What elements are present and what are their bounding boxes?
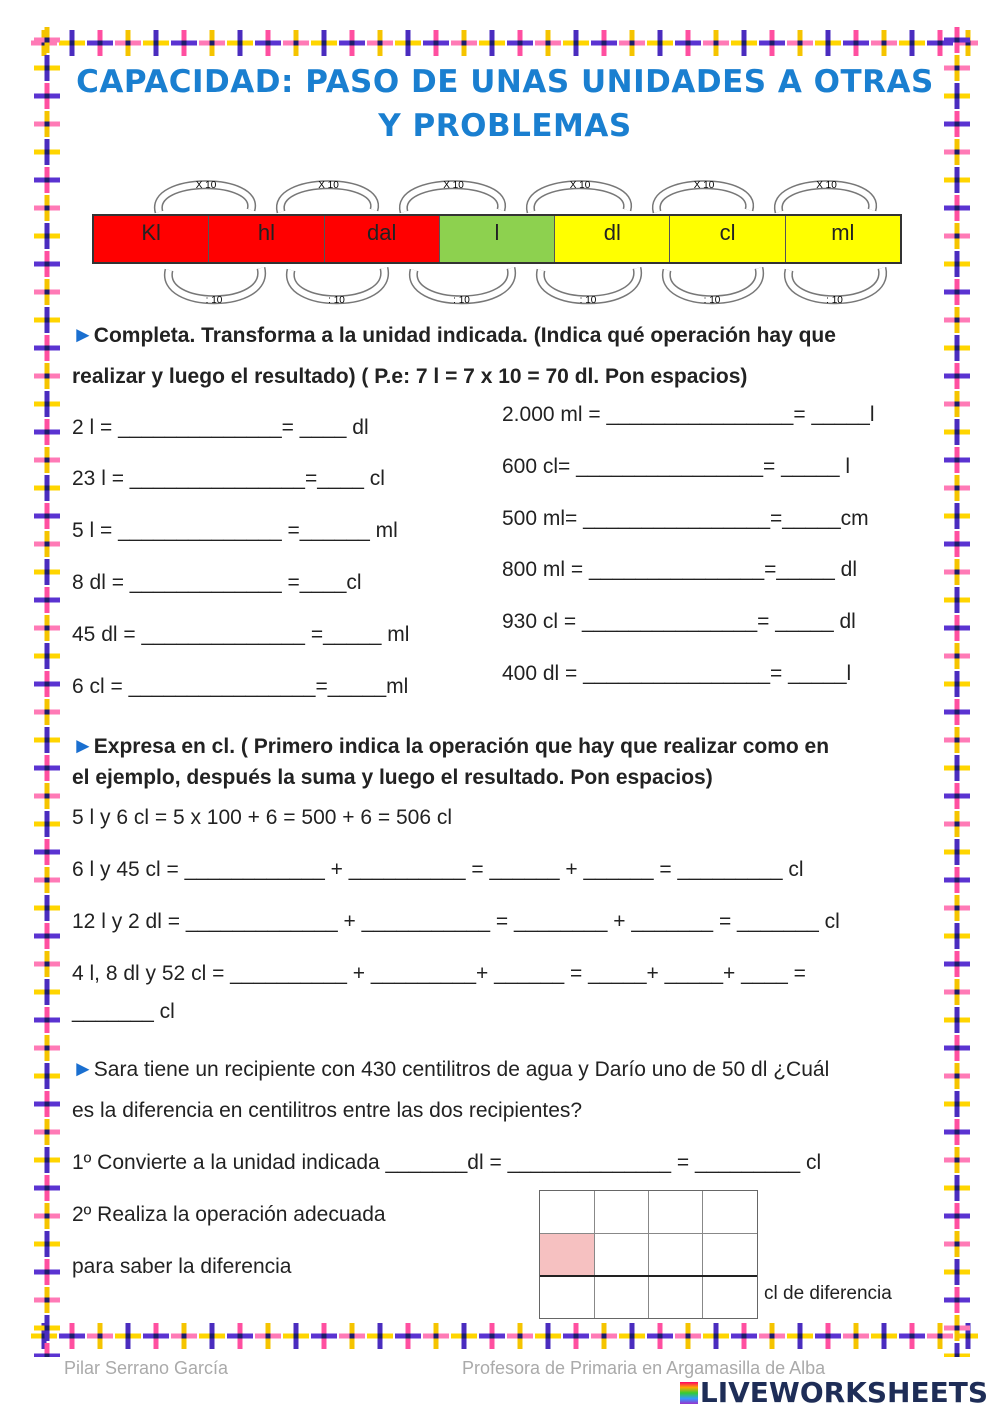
border-cross-icon	[34, 307, 60, 333]
unit-cell-cl: cl	[670, 216, 785, 262]
border-cross-icon	[871, 30, 897, 56]
border-cross-icon	[944, 307, 970, 333]
border-cross-icon	[255, 1323, 281, 1349]
border-cross-icon	[944, 1119, 970, 1145]
border-cross-icon	[944, 419, 970, 445]
divide-label: : 10	[453, 295, 470, 306]
border-cross-icon	[311, 1323, 337, 1349]
title-line-1: CAPACIDAD: PASO DE UNAS UNIDADES A OTRAS	[76, 64, 934, 100]
border-cross-icon	[34, 83, 60, 109]
border-cross-icon	[34, 475, 60, 501]
border-cross-icon	[944, 1315, 970, 1341]
border-cross-icon	[815, 30, 841, 56]
border-cross-icon	[944, 195, 970, 221]
border-top	[26, 22, 978, 64]
border-cross-icon	[944, 923, 970, 949]
border-cross-icon	[34, 111, 60, 137]
border-cross-icon	[34, 1231, 60, 1257]
border-cross-icon	[34, 531, 60, 557]
border-cross-icon	[311, 30, 337, 56]
border-cross-icon	[34, 55, 60, 81]
section2-row-3[interactable]: 4 l, 8 dl y 52 cl = __________ + _________+ ______ = _____+ _____+ ____ =	[72, 962, 806, 985]
border-cross-icon	[944, 1203, 970, 1229]
section1-instruction-1	[72, 322, 836, 348]
divide-label: : 10	[826, 295, 843, 306]
border-cross-icon	[843, 30, 869, 56]
unit-scale	[92, 170, 907, 315]
section1-line-1: Completa. Transforma a la unidad indicada. (Indica qué operación hay que	[93, 324, 836, 347]
border-cross-icon	[479, 1323, 505, 1349]
divide-label: : 10	[328, 295, 345, 306]
border-cross-icon	[171, 30, 197, 56]
border-cross-icon	[563, 30, 589, 56]
border-cross-icon	[944, 475, 970, 501]
border-cross-icon	[34, 167, 60, 193]
border-cross-icon	[34, 1091, 60, 1117]
border-cross-icon	[563, 1323, 589, 1349]
border-cross-icon	[34, 391, 60, 417]
exercise-right-2[interactable]: 600 cl= ________________= _____ l	[502, 455, 850, 478]
grid-line	[648, 1191, 649, 1318]
conversion-arrows	[92, 170, 907, 315]
border-cross-icon	[871, 1323, 897, 1349]
border-cross-icon	[34, 1259, 60, 1285]
footer-author: Pilar Serrano García	[64, 1358, 229, 1378]
border-cross-icon	[115, 30, 141, 56]
border-cross-icon	[143, 1323, 169, 1349]
unit-cell-l: l	[440, 216, 555, 262]
border-cross-icon	[703, 1323, 729, 1349]
border-cross-icon	[34, 251, 60, 277]
border-cross-icon	[34, 1119, 60, 1145]
border-cross-icon	[34, 195, 60, 221]
multiply-label: X 10	[195, 180, 217, 191]
border-cross-icon	[944, 1007, 970, 1033]
section2-instruction-1	[72, 733, 829, 759]
border-cross-icon	[944, 167, 970, 193]
border-cross-icon	[283, 1323, 309, 1349]
border-cross-icon	[944, 699, 970, 725]
border-cross-icon	[34, 1007, 60, 1033]
border-cross-icon	[395, 1323, 421, 1349]
section2-row-2[interactable]: 12 l y 2 dl = _____________ + ___________ = ________ + _______ = _______ cl	[72, 910, 840, 933]
section3-step-2a: 2º Realiza la operación adecuada	[72, 1203, 386, 1226]
border-cross-icon	[34, 1175, 60, 1201]
grid-line	[594, 1191, 595, 1318]
border-cross-icon	[944, 391, 970, 417]
border-cross-icon	[944, 1259, 970, 1285]
border-cross-icon	[944, 811, 970, 837]
unit-cell-ml: ml	[786, 216, 900, 262]
exercise-left-4[interactable]: 8 dl = _____________ =____cl	[72, 571, 362, 594]
border-cross-icon	[731, 1323, 757, 1349]
section2-row-1[interactable]: 6 l y 45 cl = ____________ + __________ = ______ + ______ = _________ cl	[72, 858, 804, 881]
border-bottom	[26, 1315, 978, 1357]
border-cross-icon	[944, 1287, 970, 1313]
border-cross-icon	[423, 1323, 449, 1349]
border-cross-icon	[34, 1343, 60, 1357]
title-line-2: Y PROBLEMAS	[378, 108, 632, 144]
exercise-left-2[interactable]: 23 l = _______________=____ cl	[72, 467, 385, 490]
border-cross-icon	[34, 1315, 60, 1341]
border-cross-icon	[34, 559, 60, 585]
border-cross-icon	[944, 951, 970, 977]
border-cross-icon	[507, 30, 533, 56]
border-cross-icon	[899, 30, 925, 56]
border-cross-icon	[34, 839, 60, 865]
border-cross-icon	[255, 30, 281, 56]
result-label: cl de diferencia	[764, 1283, 892, 1304]
border-cross-icon	[944, 587, 970, 613]
liveworksheets-logo[interactable]	[680, 1376, 988, 1409]
border-cross-icon	[34, 1147, 60, 1173]
section2-example: 5 l y 6 cl = 5 x 100 + 6 = 500 + 6 = 506 cl	[72, 806, 453, 829]
divide-label: : 10	[579, 295, 597, 306]
border-cross-icon	[675, 1323, 701, 1349]
border-cross-icon	[395, 30, 421, 56]
border-cross-icon	[34, 223, 60, 249]
unit-cell-dl: dl	[555, 216, 670, 262]
border-cross-icon	[944, 1063, 970, 1089]
border-cross-icon	[944, 755, 970, 781]
border-cross-icon	[34, 979, 60, 1005]
border-cross-icon	[944, 531, 970, 557]
border-cross-icon	[944, 335, 970, 361]
border-cross-icon	[34, 587, 60, 613]
divide-label: : 10	[703, 295, 721, 306]
grid-line	[702, 1191, 703, 1318]
border-cross-icon	[703, 30, 729, 56]
border-cross-icon	[339, 30, 365, 56]
section2-line-1: Expresa en cl. ( Primero indica la operación que hay que realizar como en	[93, 735, 830, 758]
section3-problem-2: es la diferencia en centilitros entre las dos recipientes?	[72, 1099, 583, 1122]
border-cross-icon	[34, 1035, 60, 1061]
border-cross-icon	[647, 1323, 673, 1349]
border-cross-icon	[944, 839, 970, 865]
subtraction-grid[interactable]	[539, 1190, 758, 1319]
marker-triangle-icon: ►	[72, 322, 94, 347]
border-cross-icon	[34, 139, 60, 165]
subtraction-line	[540, 1275, 757, 1277]
border-cross-icon	[451, 1323, 477, 1349]
border-cross-icon	[34, 1287, 60, 1313]
border-cross-icon	[423, 30, 449, 56]
border-cross-icon	[535, 30, 561, 56]
unit-cell-kl: Kl	[94, 216, 209, 262]
border-cross-icon	[34, 951, 60, 977]
border-cross-icon	[944, 503, 970, 529]
border-cross-icon	[34, 1063, 60, 1089]
border-cross-icon	[944, 643, 970, 669]
border-cross-icon	[944, 251, 970, 277]
border-cross-icon	[591, 30, 617, 56]
border-cross-icon	[619, 30, 645, 56]
border-cross-icon	[944, 671, 970, 697]
border-cross-icon	[944, 1035, 970, 1061]
border-cross-icon	[34, 783, 60, 809]
border-cross-icon	[944, 223, 970, 249]
marker-triangle-icon: ►	[72, 1056, 94, 1081]
border-cross-icon	[34, 335, 60, 361]
border-cross-icon	[675, 30, 701, 56]
border-cross-icon	[944, 979, 970, 1005]
border-cross-icon	[591, 1323, 617, 1349]
border-cross-icon	[944, 279, 970, 305]
border-cross-icon	[171, 1323, 197, 1349]
border-cross-icon	[944, 783, 970, 809]
border-cross-icon	[227, 1323, 253, 1349]
border-cross-icon	[944, 867, 970, 893]
border-cross-icon	[34, 811, 60, 837]
border-cross-icon	[87, 30, 113, 56]
section3-problem-1	[72, 1056, 829, 1082]
border-cross-icon	[944, 1147, 970, 1173]
border-cross-icon	[759, 30, 785, 56]
border-cross-icon	[647, 30, 673, 56]
border-cross-icon	[944, 1231, 970, 1257]
exercise-right-5[interactable]: 930 cl = _______________= _____ dl	[502, 610, 856, 633]
border-cross-icon	[899, 1323, 925, 1349]
multiply-label: X 10	[693, 180, 715, 191]
border-cross-icon	[944, 363, 970, 389]
border-cross-icon	[34, 615, 60, 641]
multiply-label: X 10	[318, 180, 339, 191]
border-cross-icon	[34, 27, 60, 53]
exercise-right-4[interactable]: 800 ml = _______________=_____ dl	[502, 558, 857, 581]
border-cross-icon	[944, 895, 970, 921]
exercise-right-6[interactable]: 400 dl = ________________= _____l	[502, 662, 852, 685]
border-cross-icon	[787, 30, 813, 56]
border-cross-icon	[944, 559, 970, 585]
border-cross-icon	[34, 1203, 60, 1229]
border-cross-icon	[843, 1323, 869, 1349]
exercise-left-6[interactable]: 6 cl = ________________=_____ml	[72, 675, 409, 698]
border-cross-icon	[34, 755, 60, 781]
logo-icon	[680, 1382, 698, 1404]
marker-triangle-icon: ►	[72, 733, 94, 758]
border-cross-icon	[451, 30, 477, 56]
exercise-left-1[interactable]: 2 l = ______________= ____ dl	[72, 416, 369, 439]
section1-instruction-2: realizar y luego el resultado) ( P.e: 7 l = 7 x 10 = 70 dl. Pon espacios)	[72, 365, 748, 388]
page-title	[60, 60, 950, 148]
exercise-right-1[interactable]: 2.000 ml = ________________= _____l	[502, 403, 875, 426]
border-cross-icon	[944, 615, 970, 641]
border-cross-icon	[619, 1323, 645, 1349]
border-cross-icon	[507, 1323, 533, 1349]
border-cross-icon	[227, 30, 253, 56]
footer-role: Profesora de Primaria en Argamasilla de Alba	[462, 1358, 826, 1378]
border-cross-icon	[34, 671, 60, 697]
border-cross-icon	[34, 503, 60, 529]
border-cross-icon	[199, 30, 225, 56]
exercise-left-3[interactable]: 5 l = ______________ =______ ml	[72, 519, 398, 542]
border-cross-icon	[34, 727, 60, 753]
border-cross-icon	[535, 1323, 561, 1349]
border-cross-icon	[115, 1323, 141, 1349]
border-cross-icon	[34, 363, 60, 389]
section2-instruction-2: el ejemplo, después la suma y luego el resultado. Pon espacios)	[72, 766, 713, 789]
unit-cell-dal: dal	[325, 216, 440, 262]
border-cross-icon	[944, 727, 970, 753]
exercise-left-5[interactable]: 45 dl = ______________ =_____ ml	[72, 623, 410, 646]
border-cross-icon	[731, 30, 757, 56]
border-cross-icon	[87, 1323, 113, 1349]
border-cross-icon	[367, 1323, 393, 1349]
border-cross-icon	[283, 30, 309, 56]
unit-cell-hl: hl	[209, 216, 324, 262]
section3-step-1[interactable]: 1º Convierte a la unidad indicada _______dl = ______________ = _________ cl	[72, 1151, 822, 1174]
border-cross-icon	[34, 279, 60, 305]
border-cross-icon	[34, 895, 60, 921]
border-cross-icon	[34, 923, 60, 949]
border-cross-icon	[815, 1323, 841, 1349]
section2-row-3-cont[interactable]: _______ cl	[72, 1000, 175, 1023]
border-cross-icon	[944, 27, 970, 53]
border-cross-icon	[34, 643, 60, 669]
border-cross-icon	[944, 1091, 970, 1117]
border-cross-icon	[759, 1323, 785, 1349]
border-left	[26, 22, 68, 1357]
border-cross-icon	[34, 867, 60, 893]
multiply-label: X 10	[569, 180, 591, 191]
border-cross-icon	[944, 1175, 970, 1201]
border-cross-icon	[944, 447, 970, 473]
border-cross-icon	[479, 30, 505, 56]
section3-line-1: Sara tiene un recipiente con 430 centilitros de agua y Darío uno de 50 dl ¿Cuál	[93, 1058, 830, 1081]
border-cross-icon	[339, 1323, 365, 1349]
section3-step-2b: para saber la diferencia	[72, 1255, 292, 1278]
border-cross-icon	[34, 699, 60, 725]
logo-text: LIVEWORKSHEETS	[699, 1376, 988, 1409]
border-cross-icon	[143, 30, 169, 56]
border-cross-icon	[199, 1323, 225, 1349]
multiply-label: X 10	[443, 180, 464, 191]
border-right	[936, 22, 978, 1357]
grid-line	[540, 1233, 757, 1234]
border-cross-icon	[944, 1343, 970, 1357]
border-cross-icon	[367, 30, 393, 56]
border-cross-icon	[787, 1323, 813, 1349]
exercise-right-3[interactable]: 500 ml= ________________=_____cm	[502, 507, 869, 530]
multiply-label: X 10	[816, 180, 837, 191]
divide-label: : 10	[205, 295, 223, 306]
highlighted-cell	[540, 1233, 594, 1275]
border-cross-icon	[34, 447, 60, 473]
border-cross-icon	[34, 419, 60, 445]
